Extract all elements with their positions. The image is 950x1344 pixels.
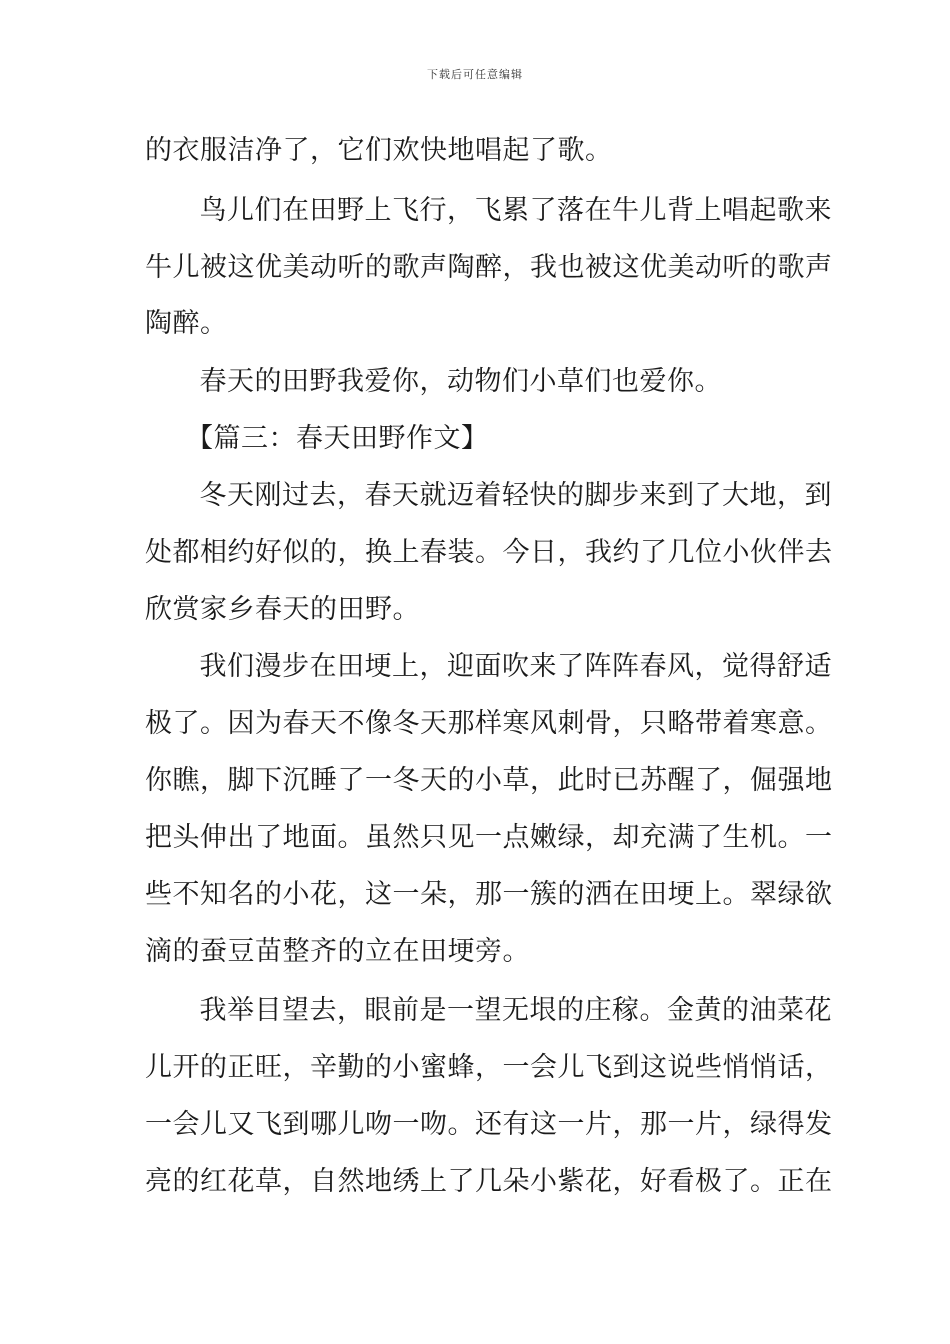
text-line: 我举目望去，眼前是一望无垠的庄稼。金黄的油菜花: [172, 995, 832, 1026]
text-line: 你瞧，脚下沉睡了一冬天的小草，此时已苏醒了，倔强地: [145, 765, 833, 796]
text-line: 一会儿又飞到哪儿吻一吻。还有这一片，那一片，绿得发: [145, 1109, 833, 1140]
text-line: 滴的蚕豆苗整齐的立在田埂旁。: [145, 936, 530, 967]
text-line: 极了。因为春天不像冬天那样寒风刺骨，只略带着寒意。: [145, 708, 833, 739]
text-line: 冬天刚过去，春天就迈着轻快的脚步来到了大地，到: [172, 480, 832, 511]
text-line: 陶醉。: [145, 308, 228, 339]
text-line: 些不知名的小花，这一朵，那一簇的洒在田埂上。翠绿欲: [145, 879, 833, 910]
text-line: 鸟儿们在田野上飞行，飞累了落在牛儿背上唱起歌来: [172, 195, 832, 226]
text-line: 把头伸出了地面。虽然只见一点嫩绿，却充满了生机。一: [145, 822, 833, 853]
text-line: 春天的田野我爱你，动物们小草们也爱你。: [172, 366, 722, 397]
text-line: 牛儿被这优美动听的歌声陶醉，我也被这优美动听的歌声: [145, 252, 833, 283]
text-line: 亮的红花草，自然地绣上了几朵小紫花，好看极了。正在: [145, 1166, 833, 1197]
text-line: 处都相约好似的，换上春装。今日，我约了几位小伙伴去: [145, 537, 833, 568]
text-line: 的衣服洁净了，它们欢快地唱起了歌。: [145, 135, 613, 166]
text-line: 儿开的正旺，辛勤的小蜜蜂，一会儿飞到这说些悄悄话，: [145, 1052, 833, 1083]
text-line: 我们漫步在田埂上，迎面吹来了阵阵春风，觉得舒适: [172, 651, 832, 682]
section-heading: 【篇三：春天田野作文】: [172, 423, 489, 454]
text-line: 欣赏家乡春天的田野。: [145, 594, 420, 625]
page-header: 下载后可任意编辑: [427, 68, 523, 81]
